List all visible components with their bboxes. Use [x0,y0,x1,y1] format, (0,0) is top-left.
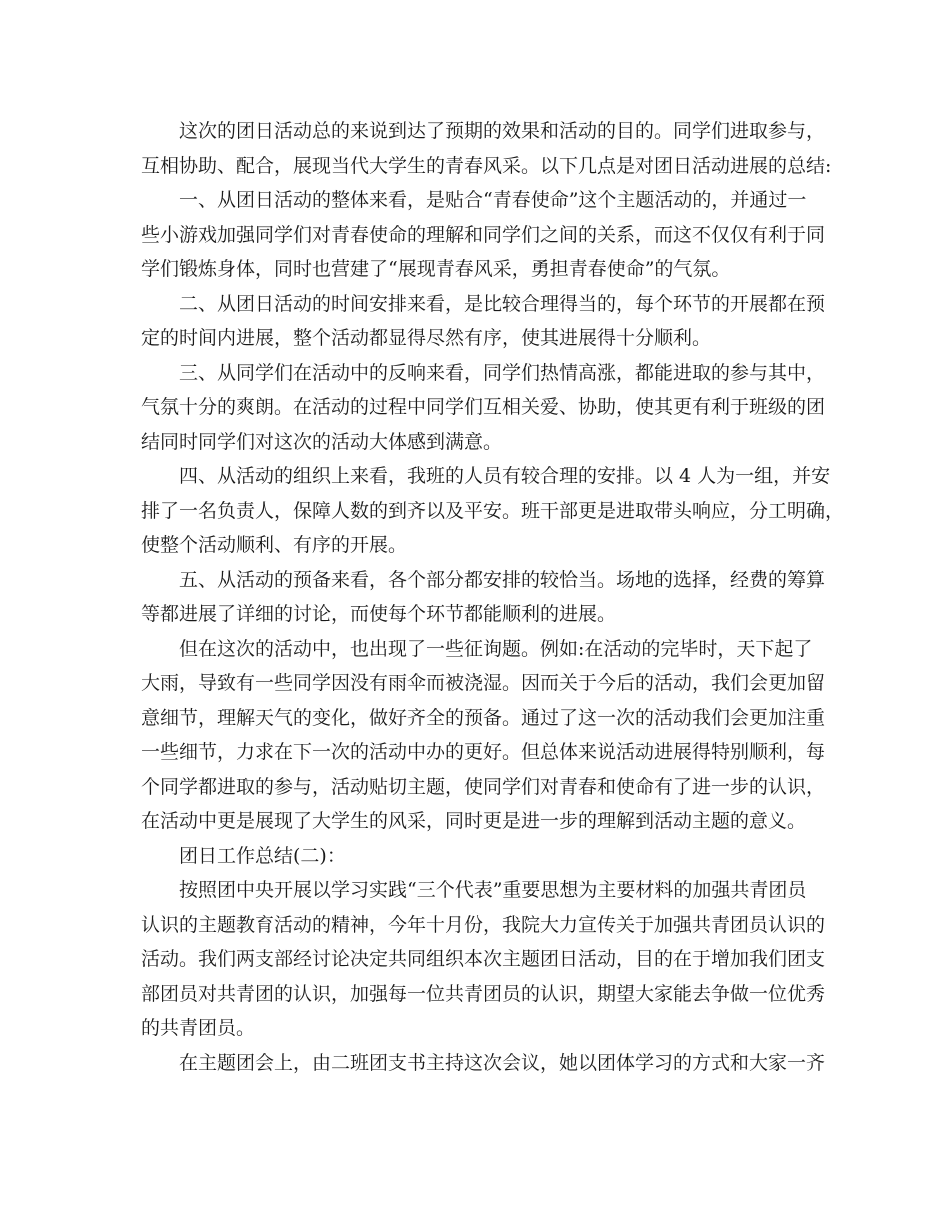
text-line: 意细节，理解天气的变化，做好齐全的预备。通过了这一次的活动我们会更加注重 [141,706,826,729]
text-line: 个同学都进取的参与，活动贴切主题，使同学们对青春和使命有了进一步的认识， [141,775,826,798]
text-line: 在活动中更是展现了大学生的风采，同时更是进一步的理解到活动主题的意义。 [141,810,807,832]
text-line: 三、从同学们在活动中的反响来看，同学们热情高涨，都能进取的参与其中， [179,361,826,384]
text-line: 大雨，导致有一些同学因没有雨伞而被浇湿。因而关于今后的活动，我们会更加留 [141,672,826,694]
text-line: 认识的主题教育活动的精神，今年十月份，我院大力宣传关于加强共青团员认识的 [141,913,826,936]
text-line: 五、从活动的预备来看，各个部分都安排的较恰当。场地的选择，经费的筹算 [179,568,826,591]
text-line: 活动。我们两支部经讨论决定共同组织本次主题团日活动，目的在于增加我们团支 [141,948,826,970]
text-line: 使整个活动顺利、有序的开展。 [141,534,408,556]
text-line: 按照团中央开展以学习实践“三个代表”重要思想为主要材料的加强共青团员 [179,879,807,901]
text-line: 结同时同学们对这次的活动大体感到满意。 [141,430,503,453]
text-line: 气氛十分的爽朗。在活动的过程中同学们互相关爱、协助，使其更有利于班级的团 [141,396,826,418]
text-line: 四、从活动的组织上来看，我班的人员有较合理的安排。以 4 人为一组，并安 [179,465,831,487]
text-line: 这次的团日活动总的来说到达了预期的效果和活动的目的。同学们进取参与， [179,120,826,142]
text-line: 团日工作总结(二)： [179,844,346,867]
text-line: 一些细节，力求在下一次的活动中办的更好。但总体来说活动进展得特别顺利，每 [141,741,826,763]
text-line: 定的时间内进展，整个活动都显得尽然有序，使其进展得十分顺利。 [141,327,712,349]
text-line: 的共青团员。 [141,1017,256,1039]
text-line: 互相协助、配合，展现当代大学生的青春风采。以下几点是对团日活动进展的总结: [141,154,832,177]
document-body [141,114,845,1080]
text-line: 部团员对共青团的认识，加强每一位共青团员的认识，期望大家能去争做一位优秀 [141,982,826,1005]
text-line: 二、从团日活动的时间安排来看，是比较合理得当的，每个环节的开展都在预 [179,292,826,315]
text-line: 学们锻炼身体，同时也营建了“展现青春风采，勇担青春使命”的气氛。 [141,258,731,280]
text-line: 等都进展了详细的讨论，而使每个环节都能顺利的进展。 [141,603,617,625]
text-line: 在主题团会上，由二班团支书主持这次会议，她以团体学习的方式和大家一齐 [179,1051,826,1074]
text-line: 些小游戏加强同学们对青春使命的理解和同学们之间的关系，而这不仅仅有利于同 [141,223,826,246]
text-line: 一、从团日活动的整体来看，是贴合“青春使命”这个主题活动的，并通过一 [179,189,807,211]
text-line: 排了一名负责人，保障人数的到齐以及平安。班干部更是进取带头响应，分工明确， [141,499,845,522]
text-line: 但在这次的活动中，也出现了一些征询题。例如:在活动的完毕时，天下起了 [179,637,813,660]
